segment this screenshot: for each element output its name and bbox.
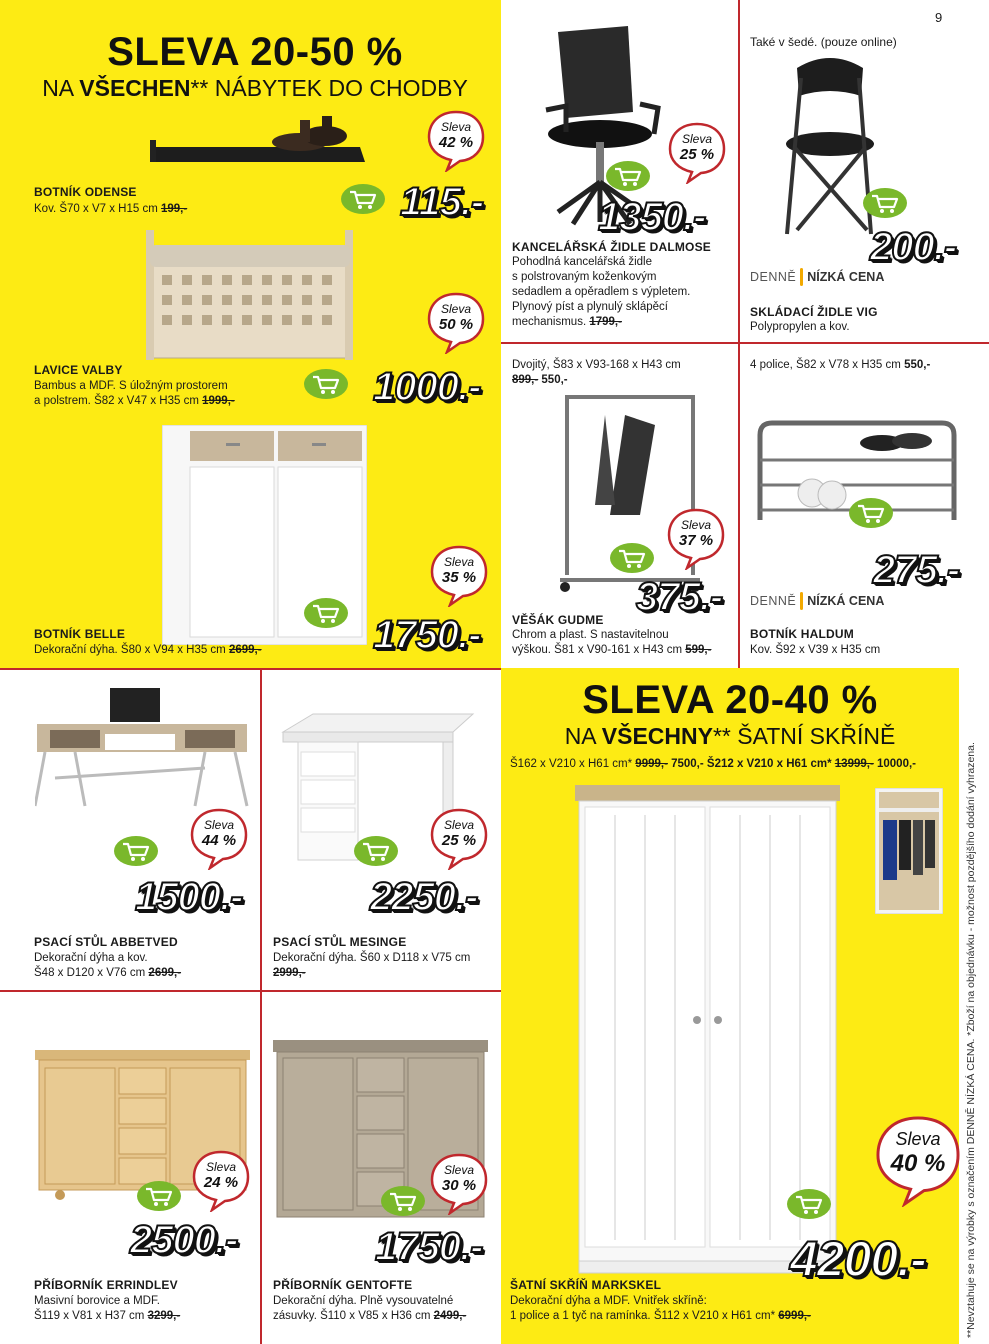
- divider: [738, 0, 740, 668]
- product-name-gudme: VĚŠÁK GUDME: [512, 613, 604, 627]
- cart-icon[interactable]: [862, 187, 908, 219]
- cart-icon[interactable]: [303, 368, 349, 400]
- note-haldum: 4 police, Š82 x V78 x H35 cm 550,-: [750, 359, 931, 371]
- product-desc-haldum: Kov. Š92 x V39 x H35 cm: [750, 644, 881, 656]
- price-haldum: 275.-: [873, 548, 960, 592]
- note-gudme: Dvojitý, Š83 x V93-168 x H43 cm 899,- 550,-: [512, 359, 681, 386]
- cart-icon[interactable]: [136, 1180, 182, 1212]
- price-belle: 1750.-: [373, 613, 481, 657]
- headline-subtitle: NA VŠECHEN** NÁBYTEK DO CHODBY: [42, 75, 468, 101]
- product-desc-gudme: Chrom a plast. S nastavitelnou výškou. Š81 x V90-161 x H43 cm 599,-: [512, 629, 712, 656]
- cart-icon[interactable]: [786, 1188, 832, 1220]
- price-mesinge: 2250.-: [370, 875, 478, 919]
- desk-abbetved-image: [35, 688, 250, 808]
- headline-title: SLEVA 20-50 %: [107, 30, 403, 74]
- product-name-haldum: BOTNÍK HALDUM: [750, 627, 854, 641]
- product-desc-dalmose: Pohodlná kancelářská židle s polstrovaným koženkovým sedadlem a opěradlem s výpletem. Plynový píst a plynulý sklápěcí mechanismus. 1799,-: [512, 256, 691, 328]
- discount-badge-valby: Sleva 50 %: [427, 292, 485, 354]
- headline-hallway: [20, 30, 490, 102]
- price-valby: 1000.-: [373, 365, 481, 409]
- wardrobe-interior-image: [875, 788, 943, 914]
- cart-icon[interactable]: [340, 183, 386, 215]
- bench-valby-image: [140, 225, 375, 365]
- discount-badge-belle: Sleva 35 %: [430, 545, 488, 607]
- discount-badge-errindlev: Sleva 24 %: [192, 1150, 250, 1212]
- price-abbetved: 1500.-: [135, 875, 243, 919]
- product-desc-gentofte: Dekorační dýha. Plně vysouvatelné zásuvky. Š110 x V85 x H36 cm 2499,-: [273, 1295, 467, 1322]
- divider: [0, 990, 501, 992]
- product-desc-odense: Kov. Š70 x V7 x H15 cm 199,-: [34, 203, 188, 215]
- cart-icon[interactable]: [303, 597, 349, 629]
- product-name-belle: BOTNÍK BELLE: [34, 627, 126, 641]
- product-name-dalmose: KANCELÁŘSKÁ ŽIDLE DALMOSE: [512, 240, 711, 254]
- divider: [501, 342, 989, 344]
- product-desc-vig: Polypropylen a kov.: [750, 321, 850, 333]
- product-name-mesinge: PSACÍ STŮL MESINGE: [273, 935, 407, 949]
- page-number: 9: [935, 10, 943, 25]
- product-name-abbetved: PSACÍ STŮL ABBETVED: [34, 935, 178, 949]
- product-desc-abbetved: Dekorační dýha a kov. Š48 x D120 x V76 cm 2699,-: [34, 952, 182, 979]
- price-gudme: 375.-: [636, 575, 723, 619]
- product-name-valby: LAVICE VALBY: [34, 363, 123, 377]
- cart-icon[interactable]: [609, 542, 655, 574]
- shoe-rack-odense-image: [150, 112, 370, 172]
- product-desc-mesinge: Dekorační dýha. Š60 x D118 x V75 cm 2999,-: [273, 952, 471, 979]
- discount-badge-markskel: Sleva 40 %: [875, 1115, 961, 1207]
- price-dalmose: 1350.-: [598, 195, 706, 239]
- product-name-odense: BOTNÍK ODENSE: [34, 185, 137, 199]
- cart-icon[interactable]: [380, 1185, 426, 1217]
- cart-icon[interactable]: [113, 835, 159, 867]
- price-gentofte: 1750.-: [375, 1225, 483, 1269]
- footnote-vertical: **Nevztahuje se na výrobky s označením DENNĚ NÍZKÁ CENA. *Zboží na objednávku - možnost pozdějšího dodání vyhrazena.: [965, 742, 977, 1338]
- price-errindlev: 2500.-: [130, 1218, 238, 1262]
- product-name-vig: SKLÁDACÍ ŽIDLE VIG: [750, 305, 878, 319]
- divider: [0, 668, 501, 670]
- product-desc-belle: Dekorační dýha. Š80 x V94 x H35 cm 2699,-: [34, 644, 262, 656]
- product-name-markskel: ŠATNÍ SKŘÍŇ MARKSKEL: [510, 1278, 662, 1292]
- discount-badge-dalmose: Sleva 25 %: [668, 122, 726, 184]
- product-desc-valby: Bambus a MDF. S úložným prostorem a polstrem. Š82 x V47 x H35 cm 1999,-: [34, 380, 235, 407]
- product-desc-markskel: Dekorační dýha a MDF. Vnitřek skříně: 1 police a 1 tyč na ramínka. Š112 x V210 x H61 cm* 6999,-: [510, 1295, 811, 1322]
- note-vig: Také v šedé. (pouze online): [750, 35, 897, 49]
- cart-icon[interactable]: [605, 160, 651, 192]
- wardrobe-sizes: Š162 x V210 x H61 cm* 9999,- 7500,- Š212 x V210 x H61 cm* 13999,- 10000,-: [510, 758, 916, 770]
- badge-daily-low-price: DENNĚ NÍZKÁ CENA: [750, 270, 885, 284]
- product-desc-errindlev: Masivní borovice a MDF. Š119 x V81 x H37 cm 3299,-: [34, 1295, 181, 1322]
- price-markskel: 4200.-: [790, 1231, 926, 1287]
- discount-badge-mesinge: Sleva 25 %: [430, 808, 488, 870]
- divider: [260, 668, 262, 1344]
- headline-subtitle: NA VŠECHNY** ŠATNÍ SKŘÍNĚ: [564, 723, 896, 749]
- discount-badge-gentofte: Sleva 30 %: [430, 1153, 488, 1215]
- badge-daily-low-price: DENNĚ NÍZKÁ CENA: [750, 594, 885, 608]
- discount-badge-gudme: Sleva 37 %: [667, 508, 725, 570]
- headline-title: SLEVA 20-40 %: [582, 678, 878, 722]
- price-vig: 200.-: [870, 225, 957, 269]
- cart-icon[interactable]: [353, 835, 399, 867]
- price-odense: 115.-: [400, 180, 484, 224]
- product-name-errindlev: PŘÍBORNÍK ERRINDLEV: [34, 1278, 178, 1292]
- headline-wardrobes: [505, 678, 955, 750]
- cart-icon[interactable]: [848, 497, 894, 529]
- discount-badge-odense: Sleva 42 %: [427, 110, 485, 172]
- product-name-gentofte: PŘÍBORNÍK GENTOFTE: [273, 1278, 413, 1292]
- discount-badge-abbetved: Sleva 44 %: [190, 808, 248, 870]
